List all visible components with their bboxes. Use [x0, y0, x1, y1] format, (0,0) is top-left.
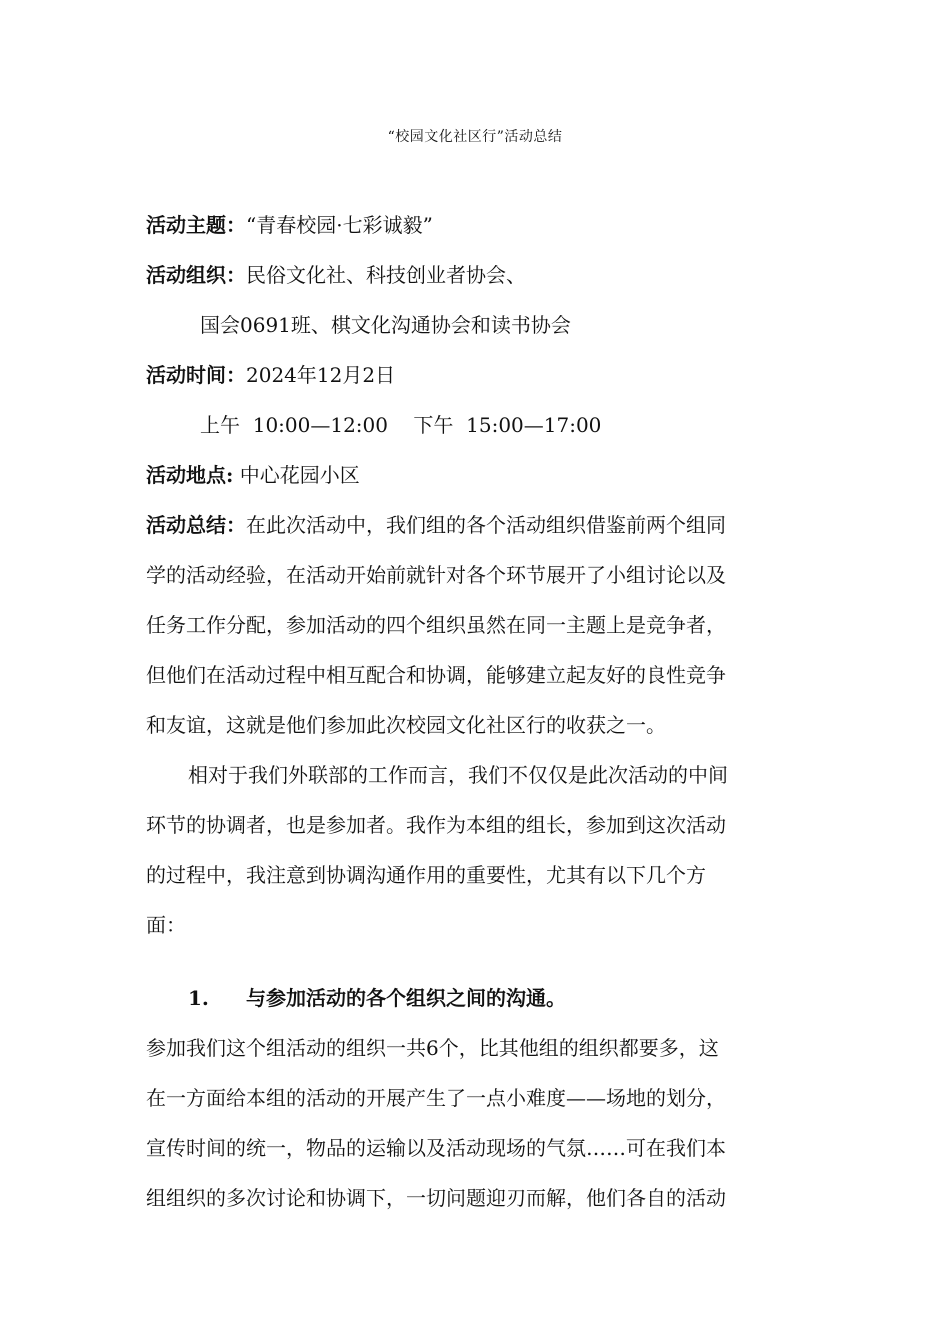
section-number: 1. — [188, 986, 209, 1010]
time-detail: 上午 10:00—12:00 下午 15:00—17:00 — [200, 413, 602, 437]
place-label: 活动地点: — [146, 463, 234, 487]
place-line — [146, 461, 360, 489]
time-label: 活动时间： — [146, 363, 246, 387]
paragraph2-line-4: 面： — [146, 913, 186, 937]
section1-line-4: 组组织的多次讨论和协调下，一切问题迎刃而解，他们各自的活动 — [146, 1186, 726, 1210]
section1-line-2: 在一方面给本组的活动的开展产生了一点小难度——场地的划分， — [146, 1086, 726, 1110]
summary-label: 活动总结： — [146, 513, 246, 537]
summary-line-4: 但他们在活动过程中相互配合和协调，能够建立起友好的良性竞争 — [146, 663, 726, 687]
org-line — [146, 261, 526, 289]
org-value-2: 国会0691班、棋文化沟通协会和读书协会 — [200, 313, 571, 337]
summary-line-2: 学的活动经验，在活动开始前就针对各个环节展开了小组讨论以及 — [146, 563, 726, 587]
section1-line-3: 宣传时间的统一，物品的运输以及活动现场的气氛……可在我们本 — [146, 1136, 726, 1160]
theme-line — [146, 211, 433, 239]
place-value: 中心花园小区 — [233, 463, 360, 487]
theme-label: 活动主题： — [146, 213, 246, 237]
summary-line-1 — [146, 511, 726, 539]
paragraph2-line-3: 的过程中，我注意到协调沟通作用的重要性，尤其有以下几个方 — [146, 863, 706, 887]
paragraph2-line-1: 相对于我们外联部的工作而言，我们不仅仅是此次活动的中间 — [188, 763, 728, 787]
org-value-1: 民俗文化社、科技创业者协会、 — [246, 263, 526, 287]
summary-text: 在此次活动中，我们组的各个活动组织借鉴前两个组同 — [246, 513, 726, 537]
document-title: “校园文化社区行”活动总结 — [387, 129, 563, 145]
time-value: 2024年12月2日 — [246, 363, 396, 387]
paragraph2-line-2: 环节的协调者，也是参加者。我作为本组的组长，参加到这次活动 — [146, 813, 726, 837]
theme-value: “青春校园·七彩诚毅” — [246, 213, 433, 237]
section-heading — [188, 984, 566, 1012]
summary-line-5: 和友谊，这就是他们参加此次校园文化社区行的收获之一。 — [146, 713, 666, 737]
summary-line-3: 任务工作分配，参加活动的四个组织虽然在同一主题上是竞争者， — [146, 613, 726, 637]
section-title: 与参加活动的各个组织之间的沟通。 — [246, 986, 566, 1010]
org-label: 活动组织： — [146, 263, 246, 287]
section1-line-1: 参加我们这个组活动的组织一共6个，比其他组的组织都要多，这 — [146, 1036, 719, 1060]
time-line — [146, 361, 395, 389]
